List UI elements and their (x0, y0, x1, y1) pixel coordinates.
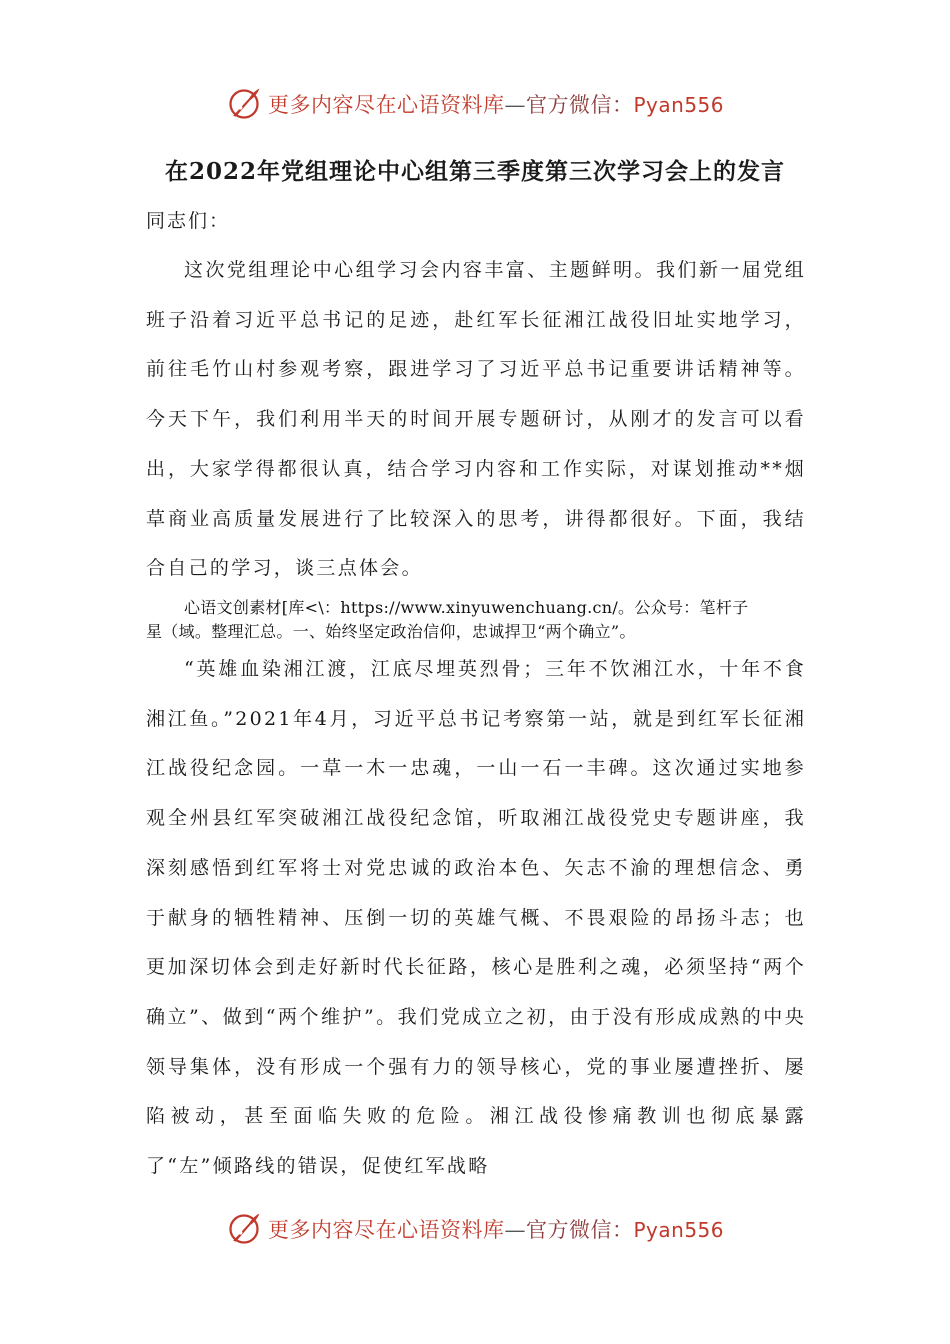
salutation: 同志们： (146, 210, 231, 232)
banner-separator: — (504, 1218, 526, 1242)
header-banner-text (268, 89, 724, 119)
header-banner (226, 84, 726, 124)
source-note-line-1: 心语文创素材[库<\：https://www.xinyuwenchuang.cn/。公众号：笔杆子 (184, 598, 749, 617)
banner-wechat-handle: Pyan556 (633, 1218, 725, 1242)
body-paragraph-1: 这次党组理论中心组学习会内容丰富、主题鲜明。我们新一届党组班子沿着习近平总书记的足迹，赴红军长征湘江战役旧址实地学习，前往毛竹山村参观考察，跟进学习了习近平总书记重要讲话精神等。今天下午，我们利用半天的时间开展专题研讨，从刚才的发言可以看出，大家学得都很认真，结合学习内容和工作实际，对谋划推动**烟草商业高质量发展进行了比较深入的思考，讲得都很好。下面，我结合自己的学习，谈三点体会。 (146, 259, 806, 580)
banner-separator: — (504, 93, 526, 117)
quill-pen-logo-icon (226, 1211, 262, 1247)
source-note-line-2: 星（域。整理汇总。一、始终坚定政治信仰，忠诚捍卫“两个确立”。 (146, 622, 636, 641)
banner-main-text: 更多内容尽在心语资料库 (268, 1218, 505, 1242)
banner-official-label: 官方微信： (526, 1218, 634, 1242)
footer-banner (226, 1209, 726, 1249)
banner-wechat-handle: Pyan556 (633, 93, 725, 117)
quill-pen-logo-icon (226, 86, 262, 122)
banner-main-text: 更多内容尽在心语资料库 (268, 93, 505, 117)
body-paragraph-2: “英雄血染湘江渡，江底尽埋英烈骨；三年不饮湘江水，十年不食湘江鱼。”2021年4月，习近平总书记考察第一站，就是到红军长征湘江战役纪念园。一草一木一忠魂，一山一石一丰碑。这次通过实地参观全州县红军突破湘江战役纪念馆，听取湘江战役党史专题讲座，我深刻感悟到红军将士对党忠诚的政治本色、矢志不渝的理想信念、勇于献身的牺牲精神、压倒一切的英雄气概、不畏艰险的昂扬斗志；也更加深切体会到走好新时代长征路，核心是胜利之魂，必须坚持“两个确立”、做到“两个维护”。我们党成立之初，由于没有形成成熟的中央领导集体，没有形成一个强有力的领导核心，党的事业屡遭挫折、屡陷被动，甚至面临失败的危险。湘江战役惨痛教训也彻底暴露了“左”倾路线的错误，促使红军战略 (146, 658, 806, 1178)
source-note (146, 596, 811, 644)
banner-official-label: 官方微信： (526, 93, 634, 117)
footer-banner-text (268, 1214, 724, 1244)
document-title: 在2022年党组理论中心组第三季度第三次学习会上的发言 (164, 158, 785, 185)
